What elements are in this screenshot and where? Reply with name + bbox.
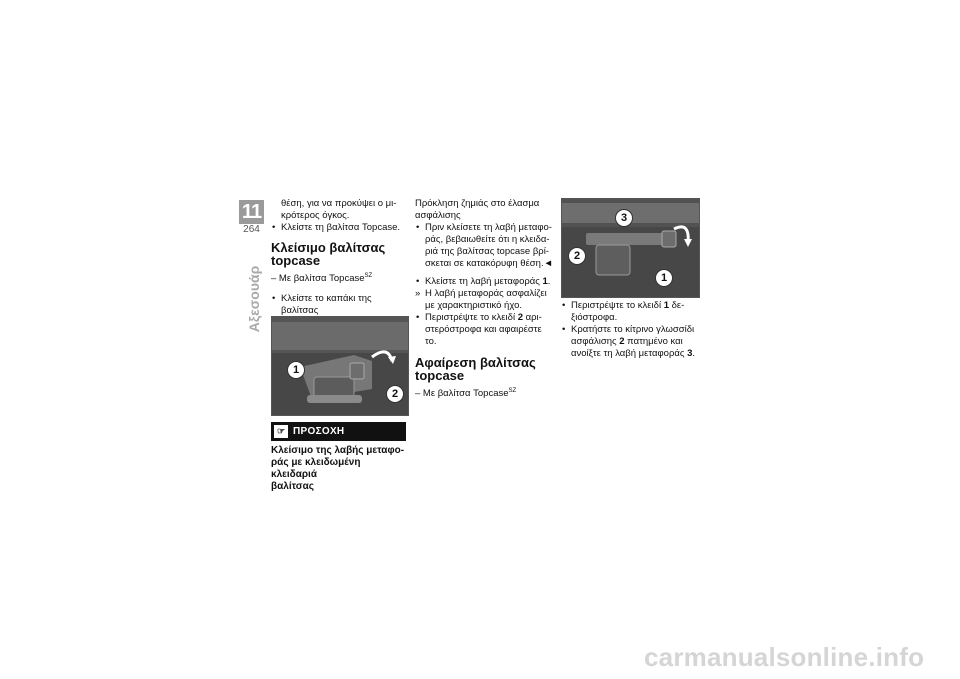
page-number: 264 (243, 224, 260, 235)
result-cont: με χαρακτηριστικό ήχο. (425, 300, 522, 311)
caution-title: Κλείσιμο της λαβής μεταφο- ράς με κλειδωμένη κλειδαριά βαλίτσας (271, 445, 405, 492)
callout-3: 3 (615, 209, 633, 227)
bullet-cont: σκεται σε κατακόρυφη θέση.◄ (425, 258, 553, 269)
callout-2: 2 (568, 247, 586, 265)
model-note: – Με βαλίτσα Topcase$^{SZ}$ (415, 388, 517, 400)
paragraph-continued: κρότερος όγκος. (281, 210, 350, 221)
bullet-cont: ασφάλισης 2 πατημένο και (571, 336, 683, 347)
section-heading-closing: Κλείσιμο βαλίτσας topcase (271, 240, 386, 268)
callout-1: 1 (655, 269, 673, 287)
callout-2: 2 (386, 385, 404, 403)
bullet-close-lid: • Κλείστε το καπάκι της βαλίτσας (271, 293, 411, 317)
bullet-close-handle: • Κλείστε τη λαβή μεταφοράς 1. (415, 276, 555, 288)
bullet-check-lock: • Πριν κλείσετε τη λαβή μεταφο- (415, 222, 555, 234)
watermark: carmanualsonline.info (644, 642, 925, 672)
bullet-cont: στερόστροφα και αφαιρέστε το. (425, 324, 542, 347)
column-2 (415, 198, 555, 400)
bullet-hold-tab: • Κρατήστε το κίτρινο γλωσσίδι (561, 324, 701, 336)
figure-topcase-handle-closing (271, 316, 409, 416)
column-1 (271, 198, 411, 329)
bullet-turn-key-clockwise: • Περιστρέψτε το κλειδί 1 δε- (561, 300, 701, 312)
bullet-close-topcase: • Κλείστε τη βαλίτσα Topcase. (271, 222, 411, 234)
callout-1: 1 (287, 361, 305, 379)
chapter-side-label: Αξεσουάρ (246, 265, 262, 333)
model-note: – Με βαλίτσα Topcase$^{SZ}$ (271, 273, 373, 285)
caution-banner (271, 422, 406, 441)
result-handle-locks: » Η λαβή μεταφοράς ασφαλίζει (415, 288, 555, 300)
caution-label: ΠΡΟΣΟΧΗ (293, 426, 345, 437)
bullet-turn-key: • Περιστρέψτε το κλειδί 2 αρι- (415, 312, 555, 324)
paragraph-continued: θέση, για να προκύψει ο μι- (281, 198, 397, 209)
caution-text: Πρόκληση ζημιάς στο έλασμα (415, 198, 540, 209)
bullet-cont: ξιόστροφα. (571, 312, 618, 323)
bullet-cont: ριά της βαλίτσας topcase βρί- (425, 246, 549, 257)
chapter-number: 11 (239, 200, 264, 224)
bullet-cont: ράς, βεβαιωθείτε ότι η κλειδα- (425, 234, 550, 245)
bullet-cont: ανοίξτε τη λαβή μεταφοράς 3. (571, 348, 695, 359)
caution-book-icon: ☞ (274, 425, 288, 438)
caution-text: ασφάλισης (415, 210, 461, 221)
column-3 (561, 300, 701, 360)
figure-topcase-handle-opening (561, 198, 700, 298)
section-heading-removal: Αφαίρεση βαλίτσας topcase (415, 355, 536, 383)
